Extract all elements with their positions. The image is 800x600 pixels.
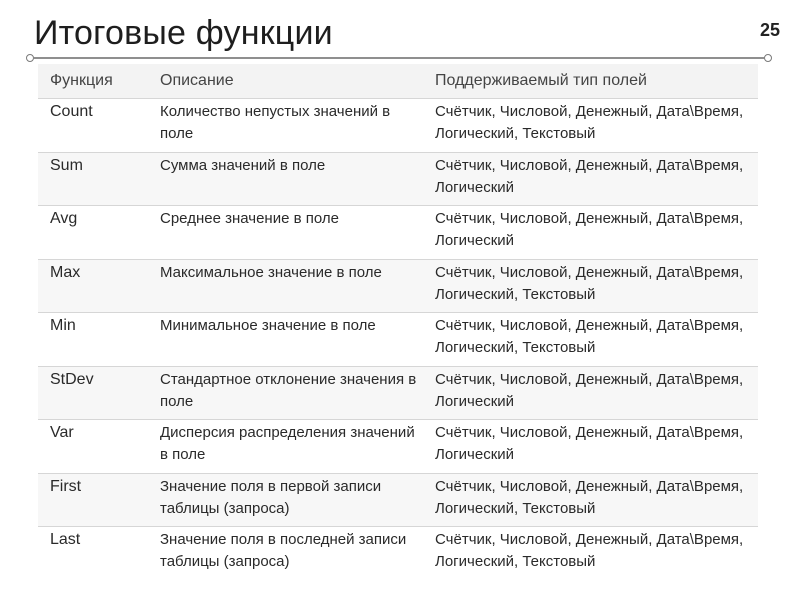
table-row [38,99,758,153]
function-name: StDev [38,366,148,420]
title-divider [34,57,764,59]
function-description: Сумма значений в поле [148,152,423,206]
table-row [38,313,758,367]
supported-types: Счётчик, Числовой, Денежный, Дата\Время, Логический, Текстовый [423,313,758,367]
table-header-row [38,64,758,99]
supported-types: Счётчик, Числовой, Денежный, Дата\Время, Логический, Текстовый [423,527,758,581]
function-name: Last [38,527,148,581]
function-name: Count [38,99,148,153]
slide-title: Итоговые функции [34,14,333,52]
table-row [38,206,758,260]
supported-types: Счётчик, Числовой, Денежный, Дата\Время, Логический [423,206,758,260]
page-number: 25 [759,20,780,40]
function-description: Значение поля в последней записи таблицы (запроса) [148,527,423,581]
header-function: Функция [38,64,148,99]
function-description: Дисперсия распределения значений в поле [148,420,423,474]
function-description: Значение поля в первой записи таблицы (запроса) [148,473,423,527]
function-name: First [38,473,148,527]
supported-types: Счётчик, Числовой, Денежный, Дата\Время, Логический, Текстовый [423,99,758,153]
table-row [38,527,758,581]
supported-types: Счётчик, Числовой, Денежный, Дата\Время, Логический [423,366,758,420]
table-row [38,366,758,420]
function-name: Sum [38,152,148,206]
table-row [38,420,758,474]
function-name: Var [38,420,148,474]
table-row [38,152,758,206]
function-name: Max [38,259,148,313]
header-field-types: Поддерживаемый тип полей [423,64,758,99]
function-description: Среднее значение в поле [148,206,423,260]
supported-types: Счётчик, Числовой, Денежный, Дата\Время, Логический, Текстовый [423,259,758,313]
divider-end-dot-left [26,54,34,62]
aggregate-functions-table [38,64,758,580]
header-description: Описание [148,64,423,99]
function-description: Минимальное значение в поле [148,313,423,367]
function-description: Стандартное отклонение значения в поле [148,366,423,420]
supported-types: Счётчик, Числовой, Денежный, Дата\Время, Логический, Текстовый [423,473,758,527]
supported-types: Счётчик, Числовой, Денежный, Дата\Время, Логический [423,152,758,206]
table-row [38,259,758,313]
function-name: Min [38,313,148,367]
supported-types: Счётчик, Числовой, Денежный, Дата\Время, Логический [423,420,758,474]
table-row [38,473,758,527]
function-description: Максимальное значение в поле [148,259,423,313]
function-name: Avg [38,206,148,260]
function-description: Количество непустых значений в поле [148,99,423,153]
divider-end-dot-right [764,54,772,62]
